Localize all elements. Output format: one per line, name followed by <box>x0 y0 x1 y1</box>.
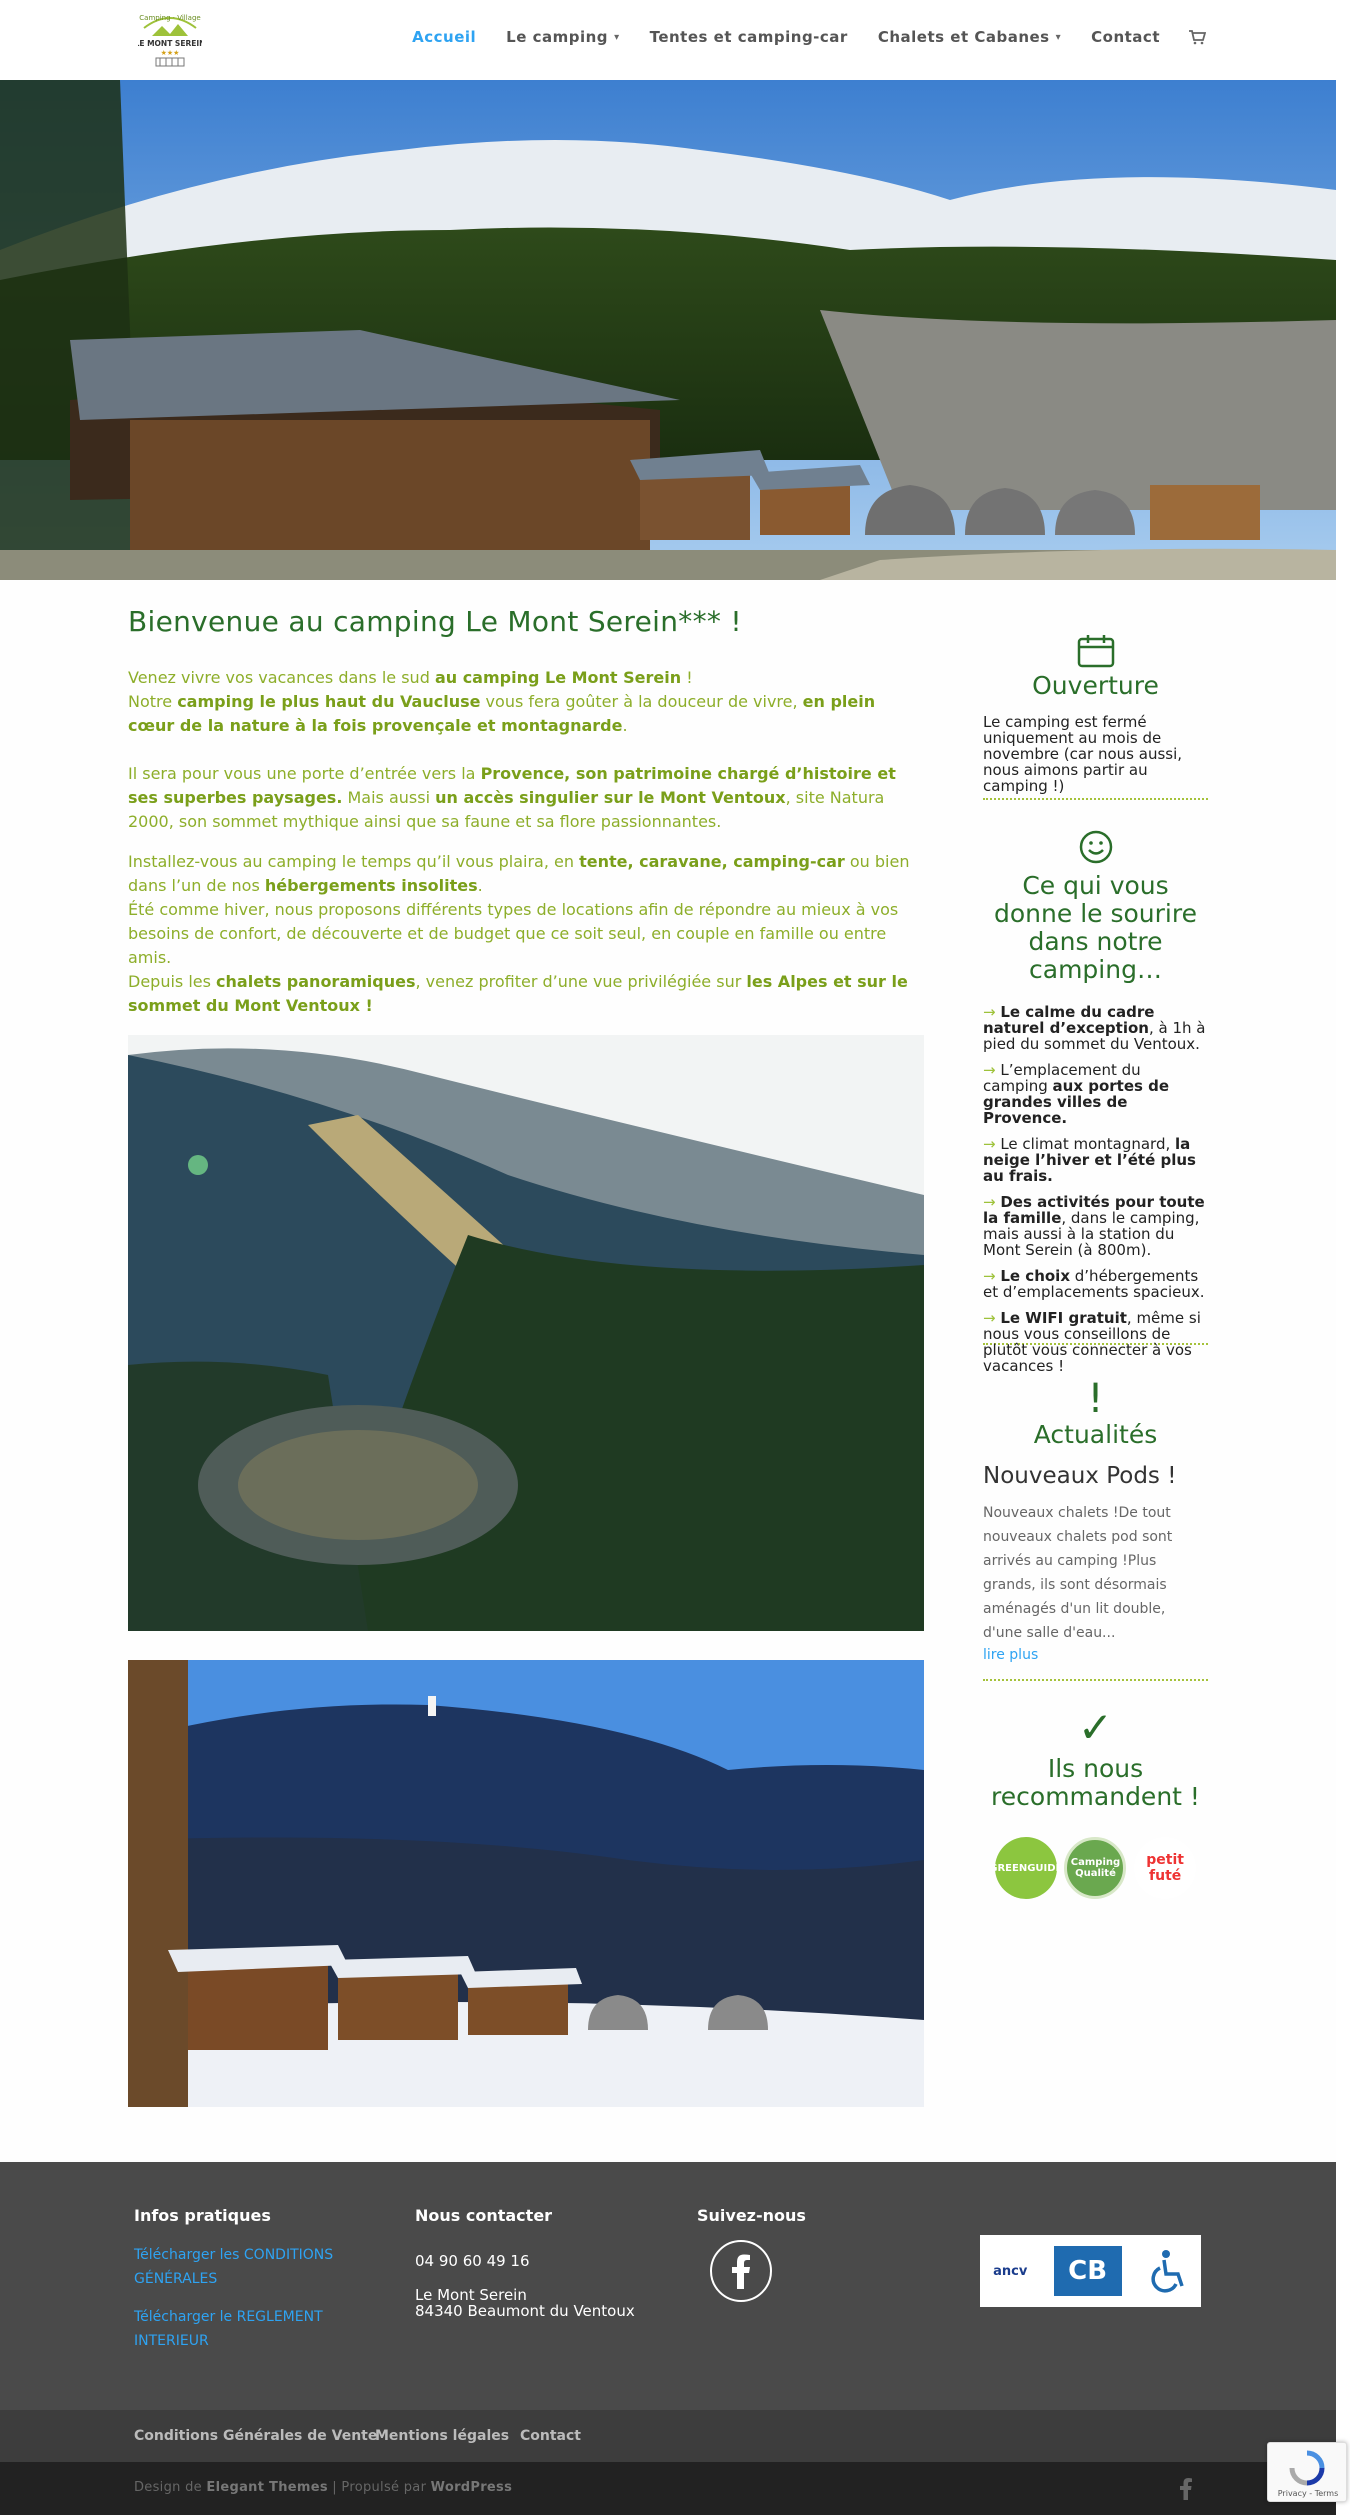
recaptcha-badge[interactable] <box>1267 2442 1347 2502</box>
nav-tentes[interactable]: Tentes et camping-car <box>649 28 848 46</box>
credits-bar <box>0 2462 1336 2515</box>
svg-text:LE MONT SEREIN: LE MONT SEREIN <box>138 39 202 48</box>
news-section-title: Actualités <box>1033 1420 1158 1449</box>
list-item: → Le WIFI gratuit, même si nous vous conseillons de plutôt vous connecter à vos vacances ! <box>983 1309 1201 1375</box>
arrow-right-icon: → <box>983 1135 1001 1153</box>
intro-paragraph: Venez vivre vos vacances dans le sud au camping Le Mont Serein ! Notre camping le plus haut du Vaucluse vous fera goûter à la douceur de vivre, en plein cœur de la nature à la fois provençale et montagnarde. <box>128 668 876 735</box>
arrow-right-icon: → <box>983 1003 1001 1021</box>
hero-image <box>0 80 1336 580</box>
news-widget <box>983 1345 1208 1681</box>
svg-text:★★★: ★★★ <box>160 49 180 57</box>
list-item: → Le calme du cadre naturel d’exception, à 1h à pied du sommet du Ventoux. <box>983 1003 1206 1053</box>
badge-row <box>983 1837 1208 1899</box>
footer-social <box>697 2206 897 2308</box>
list-item: → Le climat montagnard, la neige l’hiver et l’été plus au frais. <box>983 1135 1196 1185</box>
nav-chalets[interactable]: Chalets et Cabanes ▾ <box>877 28 1062 46</box>
arrow-right-icon: → <box>983 1193 1001 1211</box>
address-line-2: 84340 Beaumont du Ventoux <box>415 2302 635 2320</box>
site-header <box>0 0 1336 80</box>
wordpress-link[interactable]: WordPress <box>430 2480 513 2495</box>
exclamation-icon: ! <box>1087 1376 1104 1422</box>
checkmark-icon: ✓ <box>1077 1703 1114 1752</box>
provence-paragraph: Il sera pour vous une porte d’entrée vers la Provence, son patrimoine chargé d’histoire et ses superbes paysages. Mais aussi un accès singulier sur le Mont Ventoux, site Natura 2000, son sommet mythique ainsi que sa faune et sa flore passionnantes. <box>128 764 896 831</box>
smile-widget <box>983 800 1208 1375</box>
footer-link-mentions[interactable]: Mentions légales <box>375 2428 510 2444</box>
arrow-right-icon: → <box>983 1309 1001 1327</box>
cart-icon[interactable] <box>1188 29 1206 45</box>
read-more-link[interactable]: lire plus <box>983 1647 1039 1663</box>
footer-infos-heading: Infos pratiques <box>134 2206 271 2225</box>
opening-text: Le camping est fermé uniquement au mois de novembre (car nous aussi, nous aimons partir au camping !) <box>983 713 1183 795</box>
recaptcha-icon <box>1288 2449 1326 2487</box>
opening-title: Ouverture <box>1032 671 1159 700</box>
recommend-widget <box>983 1681 1208 1899</box>
petit-fute-badge[interactable]: petit futé <box>1134 1837 1196 1899</box>
footer-social-heading: Suivez-nous <box>697 2206 806 2225</box>
reglement-download-link[interactable]: Télécharger le REGLEMENT INTERIEUR <box>134 2309 323 2349</box>
camping-qualite-badge[interactable]: Camping Qualité <box>1064 1837 1126 1899</box>
snow-chalets-photo <box>128 1660 924 2107</box>
sidebar <box>983 620 1208 1899</box>
footer-bottom-nav <box>0 2410 1336 2462</box>
site-logo[interactable] <box>138 6 202 72</box>
chevron-down-icon: ▾ <box>614 31 620 43</box>
calendar-icon <box>1077 634 1115 668</box>
chevron-down-icon: ▾ <box>1055 31 1062 43</box>
cb-logo: CB <box>1054 2246 1122 2296</box>
smile-list <box>983 1004 1208 1374</box>
footer <box>0 2162 1336 2410</box>
news-excerpt: Nouveaux chalets !De tout nouveaux chalets pod sont arrivés au camping !Plus grands, ils sont désormais aménagés d'un lit double, d'une salle d'eau... <box>983 1505 1173 1641</box>
phone-number: 04 90 60 49 16 <box>415 2252 530 2270</box>
opening-widget <box>983 620 1208 800</box>
footer-contact <box>415 2206 655 2319</box>
svg-text:Camping · Village: Camping · Village <box>139 14 201 22</box>
cgv-download-link[interactable]: Télécharger les CONDITIONS GÉNÉRALES <box>134 2247 334 2287</box>
nav-contact[interactable]: Contact <box>1091 28 1160 46</box>
partner-logos <box>980 2235 1201 2307</box>
news-title[interactable]: Nouveaux Pods ! <box>983 1463 1177 1489</box>
footer-link-contact[interactable]: Contact <box>520 2428 581 2444</box>
accessibility-icon <box>1148 2248 1188 2294</box>
recommend-title: Ils nous recommandent ! <box>991 1754 1200 1811</box>
aerial-photo <box>128 1035 924 1631</box>
list-item: → Le choix d’hébergements et d’emplacements spacieux. <box>983 1267 1205 1301</box>
address-line-1: Le Mont Serein <box>415 2286 527 2304</box>
arrow-right-icon: → <box>983 1061 1001 1079</box>
facebook-icon[interactable] <box>709 2239 773 2303</box>
nav-accueil[interactable]: Accueil <box>412 28 477 46</box>
smile-title: Ce qui vous donne le sourire dans notre camping… <box>994 871 1197 984</box>
facebook-icon[interactable] <box>1180 2478 1192 2500</box>
elegant-themes-link[interactable]: Elegant Themes <box>206 2480 328 2495</box>
list-item: → Des activités pour toute la famille, dans le camping, mais aussi à la station du Mont Serein (à 800m). <box>983 1193 1205 1259</box>
footer-contact-heading: Nous contacter <box>415 2206 553 2225</box>
page-title: Bienvenue au camping Le Mont Serein*** ! <box>128 605 742 638</box>
nav-le-camping[interactable]: Le camping ▾ <box>506 28 620 46</box>
greenguide-badge[interactable]: GREENGUIDE <box>995 1837 1057 1899</box>
footer-infos <box>134 2206 354 2353</box>
main-content <box>128 605 924 1034</box>
list-item: → L’emplacement du camping aux portes de grandes villes de Provence. <box>983 1061 1170 1127</box>
arrow-right-icon: → <box>983 1267 1001 1285</box>
smile-icon <box>1079 830 1113 864</box>
accommodation-paragraph: Installez-vous au camping le temps qu’il vous plaira, en tente, caravane, camping-car ou bien dans l’un de nos hébergements insolites. Été comme hiver, nous proposons différents types de locations afin de répondre au mieux à vos besoins de confort, de découverte et de budget que ce soit seul, en couple en famille ou entre amis. Depuis les chalets panoramiques, venez profiter d’une vue privilégiée sur les Alpes et sur le sommet du Mont Ventoux ! <box>128 852 910 1015</box>
recaptcha-terms[interactable]: Privacy - Terms <box>1277 2489 1339 2498</box>
footer-link-cgv[interactable]: Conditions Générales de Vente <box>134 2428 378 2444</box>
ancv-logo: ancv <box>993 2263 1028 2279</box>
main-nav <box>382 28 1206 46</box>
credit-text: Design de Elegant Themes | Propulsé par WordPress <box>134 2480 513 2495</box>
